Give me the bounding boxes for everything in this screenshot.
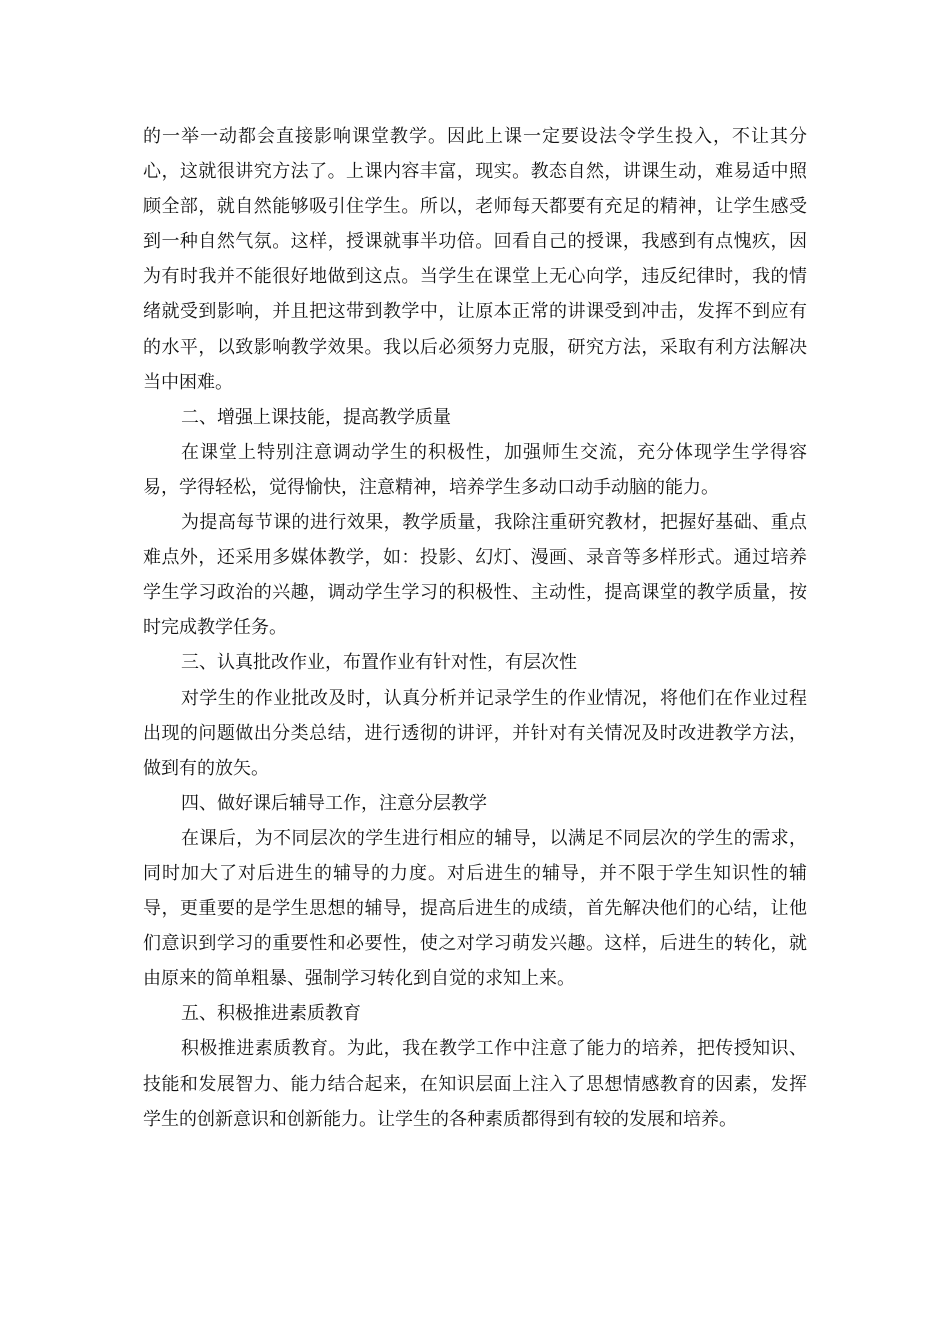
section-heading-4: 四、做好课后辅导工作，注意分层教学 (181, 792, 487, 814)
section-heading-2: 二、增强上课技能，提高教学质量 (181, 406, 451, 428)
document-body (143, 119, 807, 1137)
paragraph-quality-education: 积极推进素质教育。为此，我在教学工作中注意了能力的培养，把传授知识、技能和发展智力、能力结合起来，在知识层面上注入了思想情感教育的因素，发挥学生的创新意识和创新能力。让学生的各种素质都得到有较的发展和培养。 (143, 1038, 807, 1130)
section-heading-3: 三、认真批改作业，布置作业有针对性，有层次性 (181, 652, 577, 674)
paragraph-after-class-tutoring: 在课后，为不同层次的学生进行相应的辅导，以满足不同层次的学生的需求，同时加大了对后进生的辅导的力度。对后进生的辅导，并不限于学生知识性的辅导，更重要的是学生思想的辅导，提高后进生的成绩，首先解决他们的心结，让他们意识到学习的重要性和必要性，使之对学习萌发兴趣。这样，后进生的转化，就由原来的简单粗暴、强制学习转化到自觉的求知上来。 (143, 827, 807, 990)
section-heading-5: 五、积极推进素质教育 (181, 1003, 361, 1025)
paragraph-teaching-quality: 为提高每节课的进行效果，教学质量，我除注重研究教材，把握好基础、重点难点外，还采用多媒体教学，如：投影、幻灯、漫画、录音等多样形式。通过培养学生学习政治的兴趣，调动学生学习的积极性、主动性，提高课堂的教学质量，按时完成教学任务。 (143, 512, 807, 639)
paragraph-classroom-engagement: 在课堂上特别注意调动学生的积极性，加强师生交流，充分体现学生学得容易，学得轻松，觉得愉快，注意精神，培养学生多动口动手动脑的能力。 (143, 441, 807, 498)
paragraph-continued-intro: 的一举一动都会直接影响课堂教学。因此上课一定要设法令学生投入，不让其分心，这就很讲究方法了。上课内容丰富，现实。教态自然，讲课生动，难易适中照顾全部，就自然能够吸引住学生。所以，老师每天都要有充足的精神，让学生感受到一种自然气氛。这样，授课就事半功倍。回看自己的授课，我感到有点愧疚，因为有时我并不能很好地做到这点。当学生在课堂上无心向学，违反纪律时，我的情绪就受到影响，并且把这带到教学中，让原本正常的讲课受到冲击，发挥不到应有的水平，以致影响教学效果。我以后必须努力克服，研究方法，采取有利方法解决当中困难。 (143, 126, 807, 393)
paragraph-homework-correction: 对学生的作业批改及时，认真分析并记录学生的作业情况，将他们在作业过程出现的问题做出分类总结，进行透彻的讲评，并针对有关情况及时改进教学方法，做到有的放矢。 (143, 687, 807, 779)
